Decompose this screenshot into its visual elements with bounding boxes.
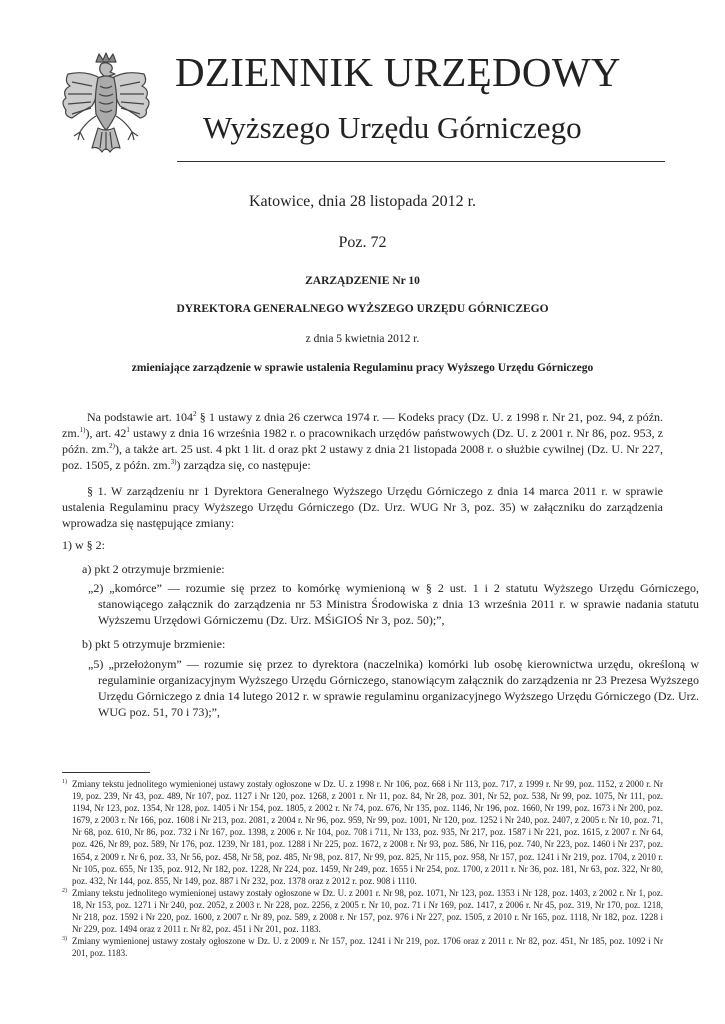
act-type: ZARZĄDZENIE Nr 10: [305, 275, 420, 287]
act-issuer: DYREKTORA GENERALNEGO WYŻSZEGO URZĘDU GÓRNICZEGO: [176, 303, 549, 315]
amendment-quote-2: „5) „przełożonym” — rozumie się przez to dyrektora (naczelnika) komórki lub osobę kierownictwa urzędu, określoną w regulaminie organizacyjnym Wyższego Urzędu Górniczego, stanowiącym załącznik do zarządzenia nr 23 Prezesa Wyższego Urzędu Górniczego z dnia 14 lutego 2012 r. w sprawie regulaminu organizacyjnego Wyższego Urzędu Górniczego (Dz. Urz. WUG poz. 51, 70 i 73);”,: [88, 657, 699, 719]
footnote-mark: 2): [62, 887, 67, 894]
polish-eagle-emblem: [58, 52, 154, 162]
footnote-text: Zmiany wymienionej ustawy zostały ogłoszone w Dz. U. z 2009 r. Nr 157, poz. 1241 i Nr 219, poz. 1706 oraz z 2011 r. Nr 82, poz. 451, Nr 185, poz. 1092 i Nr 201, poz. 1183.: [72, 936, 663, 959]
footnote-text: Zmiany tekstu jednolitego wymienionej ustawy zostały ogłoszone w Dz. U. z 2001 r. Nr 98, poz. 1071, Nr 123, poz. 1353 i Nr 128, poz. 1403, z 2002 r. Nr 1, poz. 18, Nr 153, poz. 1271 i Nr 240, poz. 2052, z 2003 r. Nr 228, poz. 2256, z 2005 r. Nr 10, poz. 71 i Nr 169, poz. 1417, z 2006 r. Nr 45, poz. 319, Nr 170, poz. 1218, Nr 218, poz. 1592 i Nr 220, poz. 1600, z 2007 r. Nr 89, poz. 589, z 2008 r. Nr 157, poz. 976 i Nr 227, poz. 1505, z 2010 r. Nr 165, poz. 1118, Nr 182, poz. 1228 i Nr 229, poz. 1494 oraz z 2011 r. Nr 82, poz. 451 i Nr 201, poz. 1183.: [72, 887, 663, 935]
footnote-text: Zmiany tekstu jednolitego wymienionej ustawy zostały ogłoszone w Dz. U. z 1998 r. Nr 106, poz. 668 i Nr 113, poz. 717, z 1999 r. Nr 99, poz. 1152, z 2000 r. Nr 19, poz. 239, Nr 43, poz. 489, Nr 107, poz. 1127 i Nr 120, poz. 1268, z 2001 r. Nr 11, poz. 84, Nr 28, poz. 301, Nr 52, poz. 538, Nr 99, poz. 1075, Nr 111, poz. 1194, Nr 123, poz. 1354, Nr 128, poz. 1405 i Nr 154, poz. 1805, z 2002 r. Nr 74, poz. 676, Nr 135, poz. 1146, Nr 196, poz. 1660, Nr 199, poz. 1673 i Nr 200, poz. 1679, z 2003 r. Nr 166, poz. 1608 i Nr 213, poz. 2081, z 2004 r. Nr 96, poz. 959, Nr 99, poz. 1001, Nr 120, poz. 1252 i Nr 240, poz. 2407, z 2005 r. Nr 10, poz. 71, Nr 68, poz. 610, Nr 86, poz. 732 i Nr 167, poz. 1398, z 2006 r. Nr 104, poz. 708 i 711, Nr 133, poz. 935, Nr 217, poz. 1587 i Nr 221, poz. 1615, z 2007 r. Nr 64, poz. 426, Nr 89, poz. 589, Nr 176, poz. 1239, Nr 181, poz. 1288 i Nr 225, poz. 1672, z 2008 r. Nr 93, poz. 586, Nr 116, poz. 740, Nr 223, poz. 1460 i Nr 237, poz. 1654, z 2009 r. Nr 6, poz. 33, Nr 56, poz. 458, Nr 58, poz. 485, Nr 98, poz. 817, Nr 99, poz. 825, Nr 115, poz. 958, Nr 157, poz. 1241 i Nr 219, poz. 1704, z 2010 r. Nr 105, poz. 655, Nr 135, poz. 912, Nr 182, poz. 1228, Nr 224, poz. 1459, Nr 249, poz. 1655 i Nr 254, poz. 1700, z 2011 r. Nr 36, poz. 181, Nr 63, poz. 322, Nr 80, poz. 432, Nr 144, poz. 855, Nr 149, poz. 887 i Nr 232, poz. 1378 oraz z 2012 r. poz. 908 i 1110.: [72, 779, 663, 886]
position-number: Poz. 72: [338, 234, 387, 251]
amendment-item-1a: a) pkt 2 otrzymuje brzmienie:: [82, 562, 225, 576]
footnote: [62, 887, 663, 935]
amendment-item-1: 1) w § 2:: [62, 538, 105, 552]
footnote-divider: [62, 772, 150, 773]
journal-subtitle: Wyższego Urzędu Górniczego: [203, 110, 582, 145]
dateline: Katowice, dnia 28 listopada 2012 r.: [248, 193, 477, 210]
footnote: [62, 778, 663, 887]
act-date: z dnia 5 kwietnia 2012 r.: [305, 333, 420, 345]
section-1-paragraph: § 1. W zarządzeniu nr 1 Dyrektora Generalnego Wyższego Urzędu Górniczego z dnia 14 marca 2011 r. w sprawie ustalenia Regulaminu pracy Wyższego Urzędu Górniczego (Dz. Urz. WUG Nr 3, poz. 35) w załączniku do zarządzenia wprowadza się następujące zmiany:: [62, 484, 663, 530]
amendment-item-1b: b) pkt 5 otrzymuje brzmienie:: [82, 637, 226, 651]
journal-title: DZIENNIK URZĘDOWY: [175, 49, 621, 95]
footnotes: [62, 778, 663, 959]
amendment-quote-1: „2) „komórce” — rozumie się przez to komórkę wymienioną w § 2 ust. 1 i 2 statutu Wyższego Urzędu Górniczego, stanowiącego załącznik do zarządzenia nr 53 Ministra Środowiska z dnia 13 września 2011 r. w sprawie nadania statutu Wyższemu Urzędowi Górniczemu (Dz. Urz. MŚiGIOŚ Nr 3, poz. 50);”,: [88, 581, 699, 627]
footnote: [62, 935, 663, 959]
act-subject: zmieniające zarządzenie w sprawie ustalenia Regulaminu pracy Wyższego Urzędu Górniczego: [131, 362, 594, 374]
footnote-mark: 3): [62, 936, 67, 943]
eagle-emblem-icon: [58, 52, 154, 162]
masthead-divider: [177, 161, 665, 162]
legal-basis-paragraph: Na podstawie art. $104^2$ § 1 ustawy z dnia 26 czerwca 1974 r. — Kodeks pracy (Dz. U. z 1998 r. Nr 21, poz. 94, z późn. zm.$^{1)}$), art. $42^1$ ustawy z dnia 16 września 1982 r. o pracownikach urzędów państwowych (Dz. U. z 2001 r. Nr 86, poz. 953, z późn. zm.$^{2)}$), a także art. 25 ust. 4 pkt 1 lit. d oraz pkt 2 ustawy z dnia 21 listopada 2008 r. o służbie cywilnej (Dz. U. Nr 227, poz. 1505, z późn. zm.$^{3)}$) zarządza się, co następuje:: [62, 410, 664, 472]
footnote-mark: 1): [62, 779, 67, 785]
